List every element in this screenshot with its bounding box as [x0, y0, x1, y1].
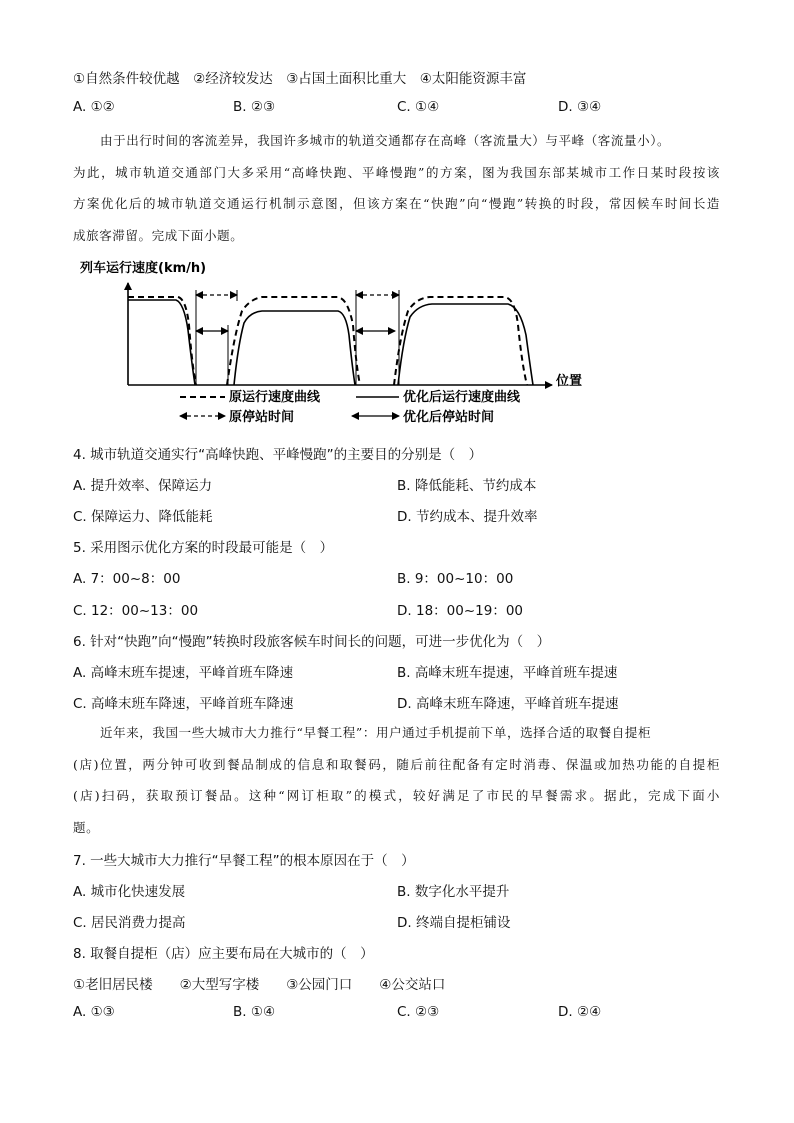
q4-option-a[interactable]: A. 提升效率、保障运力 [73, 478, 213, 494]
q6-option-d[interactable]: D. 高峰末班车降速，平峰首班车提速 [397, 696, 619, 712]
legend-optimized-stop: 优化后停站时间 [403, 410, 495, 425]
q6-option-c[interactable]: C. 高峰末班车降速，平峰首班车降速 [73, 696, 294, 712]
y-axis-label: 列车运行速度(km/h) [80, 261, 207, 276]
q4-option-d[interactable]: D. 节约成本、提升效率 [397, 509, 538, 525]
q3-statements: ①自然条件较优越 ②经济较发达 ③占国土面积比重大 ④太阳能资源丰富 [73, 71, 527, 87]
passage-2-line: 题。 [73, 820, 100, 835]
q5-option-a[interactable]: A. 7：00~8：00 [73, 571, 181, 587]
passage-2-line: 近年来，我国一些大城市大力推行“早餐工程”：用户通过手机提前下单，选择合适的取餐自提柜 [100, 725, 652, 740]
q7-stem: 7. 一些大城市大力推行“早餐工程”的根本原因在于（ ） [73, 853, 415, 869]
train-speed-diagram [0, 255, 794, 435]
q8-option-a[interactable]: A. ①③ [73, 1004, 115, 1020]
q7-option-c[interactable]: C. 居民消费力提高 [73, 915, 186, 931]
q8-option-c[interactable]: C. ②③ [397, 1004, 440, 1020]
q4-stem: 4. 城市轨道交通实行“高峰快跑、平峰慢跑”的主要目的分别是（ ） [73, 447, 483, 463]
q3-option-c[interactable]: C. ①④ [397, 99, 440, 115]
q7-option-b[interactable]: B. 数字化水平提升 [397, 884, 510, 900]
q5-option-b[interactable]: B. 9：00~10：00 [397, 571, 514, 587]
passage-1-line: 成旅客滞留。完成下面小题。 [73, 228, 244, 243]
passage-1-line: 由于出行时间的客流差异，我国许多城市的轨道交通都存在高峰（客流量大）与平峰（客流量小）。 [100, 133, 671, 148]
passage-2-line: (店)位置，两分钟可收到餐品制成的信息和取餐码，随后前往配备有定时消毒、保温或加热功能的自提柜 [73, 757, 720, 772]
q6-stem: 6. 针对“快跑”向“慢跑”转换时段旅客候车时间长的问题，可进一步优化为（ ） [73, 634, 551, 650]
legend-optimized-speed: 优化后运行速度曲线 [403, 390, 521, 405]
q8-option-d[interactable]: D. ②④ [558, 1004, 602, 1020]
q3-option-b[interactable]: B. ②③ [233, 99, 276, 115]
x-axis-label: 位置 [556, 374, 583, 389]
q8-stem: 8. 取餐自提柜（店）应主要布局在大城市的（ ） [73, 946, 374, 962]
q6-option-a[interactable]: A. 高峰末班车提速，平峰首班车降速 [73, 665, 294, 681]
q5-stem: 5. 采用图示优化方案的时段最可能是（ ） [73, 540, 334, 556]
passage-1-line: 方案优化后的城市轨道交通运行机制示意图，但该方案在“快跑”向“慢跑”转换的时段，常因候车时间长造 [73, 196, 720, 211]
q5-option-d[interactable]: D. 18：00~19：00 [397, 603, 524, 619]
q8-statements: ①老旧居民楼 ②大型写字楼 ③公园门口 ④公交站口 [73, 977, 446, 993]
q8-option-b[interactable]: B. ①④ [233, 1004, 276, 1020]
q4-option-c[interactable]: C. 保障运力、降低能耗 [73, 509, 213, 525]
passage-2-line: (店)扫码，获取预订餐品。这种“网订柜取”的模式，较好满足了市民的早餐需求。据此，完成下面小 [73, 788, 720, 803]
legend-original-speed: 原运行速度曲线 [229, 390, 321, 405]
q7-option-a[interactable]: A. 城市化快速发展 [73, 884, 186, 900]
legend-original-stop: 原停站时间 [229, 410, 295, 425]
passage-1-line: 为此，城市轨道交通部门大多采用“高峰快跑、平峰慢跑”的方案，图为我国东部某城市工作日某时段按该 [73, 165, 720, 180]
q3-option-a[interactable]: A. ①② [73, 99, 115, 115]
q7-option-d[interactable]: D. 终端自提柜铺设 [397, 915, 511, 931]
q4-option-b[interactable]: B. 降低能耗、节约成本 [397, 478, 537, 494]
q5-option-c[interactable]: C. 12：00~13：00 [73, 603, 199, 619]
q6-option-b[interactable]: B. 高峰末班车提速，平峰首班车提速 [397, 665, 618, 681]
q3-option-d[interactable]: D. ③④ [558, 99, 602, 115]
optimized-speed-curve [128, 300, 533, 385]
